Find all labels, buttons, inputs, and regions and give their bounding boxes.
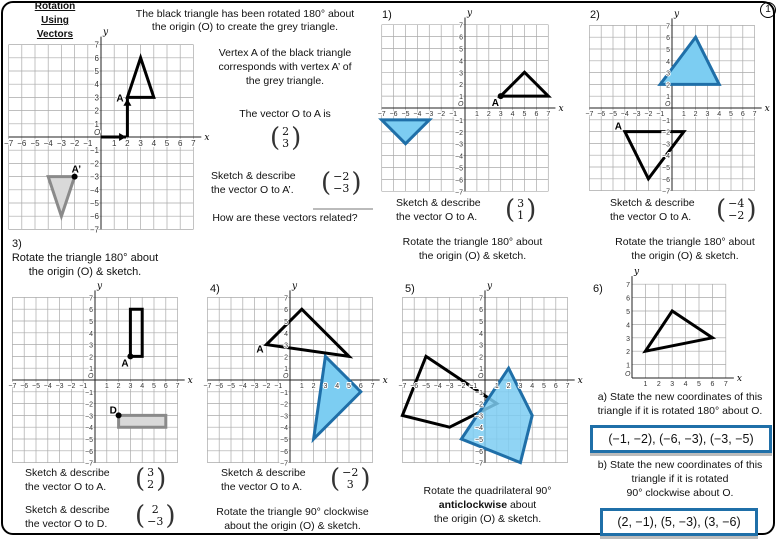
x-tick-label: −2 (457, 383, 466, 390)
q3-sketch3: Sketch & describe (25, 504, 110, 516)
q2-vector: ( −4 −2 ) (716, 195, 757, 225)
y-tick-label: 5 (89, 319, 93, 326)
x-tick-label: 1 (681, 111, 686, 118)
y-axis-label: y (103, 27, 109, 38)
x-tick-label: 2 (506, 383, 511, 390)
intro-line2: the origin (O) to create the grey triangle. (151, 21, 339, 33)
x-tick-label: 1 (104, 383, 109, 390)
x-tick-label: −1 (83, 139, 93, 148)
y-tick-label: −4 (85, 425, 93, 433)
y-tick-label: 1 (94, 119, 99, 129)
x-tick-label: 5 (542, 383, 546, 390)
q3-task2: the origin (O) & sketch. (28, 266, 142, 278)
x-axis-label: x (736, 374, 742, 384)
y-tick-label: 4 (94, 80, 99, 90)
y-tick-label: −2 (85, 401, 93, 409)
y-tick-label: −6 (475, 448, 483, 456)
y-tick-label: −7 (455, 189, 463, 197)
x-tick-label: 7 (546, 111, 551, 118)
q3-sketch1: Sketch & describe (25, 467, 110, 479)
x-tick-label: 1 (643, 381, 648, 388)
q6-answer-a[interactable]: (−1, −2), (−6, −3), (−3, −5) (590, 425, 772, 453)
q3-grid (12, 290, 184, 462)
sketch-line1: Sketch & describe (211, 170, 296, 182)
y-tick-label: 3 (666, 70, 670, 78)
y-tick-label: 2 (459, 82, 463, 90)
x-tick-label: −7 (585, 111, 594, 118)
y-tick-label: −7 (85, 460, 93, 468)
y-tick-label: 7 (626, 282, 630, 290)
page-number-badge: 1 (760, 2, 776, 18)
label-a-prime: A’ (71, 164, 82, 176)
y-tick-label: −7 (280, 460, 288, 468)
x-tick-label: −4 (43, 139, 53, 148)
x-tick-label: −4 (43, 383, 52, 390)
q4-label-a: A (256, 344, 264, 356)
y-tick-label: 7 (94, 40, 99, 50)
x-tick-label: 2 (116, 383, 121, 390)
q1-grid (382, 18, 556, 192)
q6-a2: triangle if it is rotated 180° about O. (597, 405, 763, 417)
q3-sketch2: the vector O to A. (25, 481, 107, 493)
x-tick-label: 2 (311, 383, 316, 390)
y-tick-label: 1 (666, 94, 670, 102)
y-axis-label: y (467, 8, 473, 19)
intro-line1: The black triangle has been rotated 180° about (135, 8, 355, 20)
origin-label: O (88, 373, 94, 380)
x-tick-label: −5 (32, 383, 40, 390)
y-axis-label: y (97, 281, 103, 292)
y-tick-label: −1 (89, 146, 99, 156)
x-axis-label: x (764, 104, 770, 114)
x-tick-label: 6 (740, 111, 745, 118)
q4-task2: about the origin (O) & sketch. (224, 520, 361, 532)
y-tick-label: −2 (455, 129, 463, 137)
x-tick-label: −3 (250, 383, 259, 390)
q5-task1: Rotate the quadrilateral 90° (423, 485, 552, 497)
x-tick-label: 1 (494, 383, 499, 390)
x-tick-label: −7 (4, 139, 14, 148)
y-tick-label: −6 (85, 448, 93, 456)
y-tick-label: 3 (626, 335, 630, 343)
x-tick-label: −2 (437, 111, 446, 118)
y-tick-label: 6 (284, 307, 288, 315)
q3-number: 3) (12, 238, 22, 250)
y-tick-label: −1 (662, 117, 670, 125)
y-tick-label: 4 (89, 330, 93, 338)
x-tick-label: −7 (377, 111, 386, 118)
q3-grey-rectangle (119, 415, 166, 427)
x-tick-label: −4 (238, 383, 247, 390)
y-tick-label: 4 (626, 322, 630, 330)
x-tick-label: 2 (486, 111, 491, 118)
vector-text: The vector O to A is (239, 108, 331, 120)
x-tick-label: 6 (177, 139, 183, 148)
y-tick-label: 6 (89, 307, 93, 315)
origin-label: O (478, 373, 484, 380)
vector-oa: ( 2 3 ) (270, 123, 302, 153)
y-tick-label: 3 (459, 70, 463, 78)
x-tick-label: 4 (717, 111, 722, 118)
x-tick-label: −6 (389, 111, 398, 118)
q1-vector: ( 3 1 ) (505, 195, 537, 225)
q6-b2: triangle if it is rotated (631, 473, 729, 485)
q1-sketch2: the vector O to A. (396, 211, 478, 223)
q5-task2-line: anticlockwise about (438, 499, 537, 511)
intro-question: How are these vectors related? (212, 212, 358, 224)
q5-task4: the origin (O) & sketch. (433, 513, 542, 525)
q1-number: 1) (382, 9, 392, 21)
answer-underline (313, 208, 373, 210)
q1-task1: Rotate the triangle 180° about (402, 236, 543, 248)
y-tick-label: −3 (475, 413, 483, 421)
origin-label: O (458, 101, 464, 108)
x-tick-label: 1 (299, 383, 304, 390)
y-tick-label: −6 (662, 176, 670, 184)
x-tick-label: 6 (710, 381, 715, 388)
y-tick-label: −4 (662, 153, 670, 161)
y-tick-label: −2 (280, 401, 288, 409)
y-tick-label: −3 (89, 172, 99, 182)
y-tick-label: 4 (666, 58, 670, 66)
x-tick-label: 4 (140, 383, 145, 390)
q1-sketch1: Sketch & describe (396, 197, 481, 209)
x-tick-label: 3 (128, 383, 133, 390)
y-tick-label: −5 (662, 165, 670, 172)
x-tick-label: −7 (398, 383, 407, 390)
q2-sketch2: the vector O to A. (610, 211, 692, 223)
x-tick-label: −5 (401, 111, 410, 118)
x-tick-label: 4 (335, 383, 340, 390)
vertex-line1: Vertex A of the black triangle (218, 47, 352, 59)
y-tick-label: 6 (459, 34, 463, 42)
y-tick-label: −2 (662, 129, 670, 137)
y-tick-label: −3 (455, 141, 463, 149)
y-tick-label: −5 (85, 437, 93, 444)
y-tick-label: 1 (626, 362, 630, 370)
x-tick-label: 1 (474, 111, 479, 118)
y-tick-label: 2 (666, 82, 670, 90)
x-tick-label: −6 (17, 139, 27, 148)
y-tick-label: −6 (89, 212, 99, 222)
y-tick-label: 2 (94, 106, 99, 116)
vertex-line3: the grey triangle. (245, 75, 325, 87)
x-tick-label: 3 (498, 111, 503, 118)
y-tick-label: 7 (479, 295, 483, 303)
q4-number: 4) (210, 283, 220, 295)
x-axis-label: x (187, 376, 193, 386)
y-tick-label: 5 (626, 309, 630, 316)
x-tick-label: 4 (530, 383, 535, 390)
y-tick-label: −3 (85, 413, 93, 421)
y-tick-label: 6 (626, 295, 630, 303)
y-tick-label: −4 (280, 425, 288, 433)
y-tick-label: −3 (662, 141, 670, 149)
x-tick-label: −7 (8, 383, 17, 390)
x-tick-label: 1 (111, 139, 117, 148)
x-axis-label: x (204, 133, 210, 143)
x-tick-label: 6 (534, 111, 539, 118)
y-tick-label: 7 (666, 23, 670, 31)
y-tick-label: −1 (455, 117, 463, 125)
q4-sketch1: Sketch & describe (221, 467, 306, 479)
x-tick-label: −3 (425, 111, 434, 118)
x-tick-label: 5 (164, 139, 170, 148)
x-tick-label: 6 (163, 383, 168, 390)
q2-sketch1: Sketch & describe (610, 197, 695, 209)
x-tick-label: 7 (752, 111, 757, 118)
x-tick-label: −4 (433, 383, 442, 390)
x-tick-label: 3 (323, 383, 328, 390)
x-tick-label: −1 (449, 111, 458, 118)
x-tick-label: −1 (469, 383, 478, 390)
grey-triangle (48, 177, 74, 217)
x-tick-label: −5 (227, 383, 235, 390)
x-tick-label: −3 (56, 139, 66, 148)
origin-label: O (625, 371, 631, 378)
x-tick-label: −2 (644, 111, 653, 118)
y-tick-label: −7 (89, 225, 99, 235)
y-tick-label: 3 (479, 342, 483, 350)
x-tick-label: −2 (262, 383, 271, 390)
y-tick-label: −1 (85, 389, 93, 397)
y-tick-label: 3 (89, 342, 93, 350)
y-tick-label: 2 (626, 349, 630, 357)
y-tick-label: 4 (479, 330, 483, 338)
x-tick-label: 2 (693, 111, 698, 118)
page-title: Rotation Using Vectors (34, 1, 76, 40)
y-tick-label: 1 (89, 366, 93, 374)
q1-task2: the origin (O) & sketch. (418, 250, 527, 262)
q3-vector-a: ( 3 2 ) (135, 464, 167, 494)
y-tick-label: −4 (89, 185, 99, 195)
y-tick-label: 6 (479, 307, 483, 315)
q6-answer-b[interactable]: (2, −1), (5, −3), (3, −6) (600, 508, 758, 536)
intro-grid (9, 37, 202, 230)
y-tick-label: 6 (666, 35, 670, 43)
y-tick-label: 7 (89, 295, 93, 303)
x-tick-label: 5 (697, 381, 701, 388)
x-tick-label: 6 (553, 383, 558, 390)
q3-vector-d: ( 2 −3 ) (135, 501, 176, 531)
y-tick-label: 2 (89, 354, 93, 362)
x-tick-label: −4 (620, 111, 629, 118)
x-tick-label: −4 (413, 111, 422, 118)
y-tick-label: −4 (455, 153, 463, 161)
q2-task2: the origin (O) & sketch. (631, 250, 739, 262)
x-tick-label: −1 (656, 111, 665, 118)
q5-number: 5) (405, 283, 415, 295)
y-axis-label: y (674, 9, 680, 20)
q6-b1: b) State the new coordinates of this (597, 459, 763, 471)
x-tick-label: −2 (70, 139, 80, 148)
y-tick-label: −5 (280, 437, 288, 444)
y-tick-label: −1 (475, 389, 483, 397)
x-tick-label: −5 (609, 111, 617, 118)
x-tick-label: −7 (203, 383, 212, 390)
y-tick-label: 3 (284, 342, 288, 350)
y-axis-label: y (487, 281, 493, 292)
x-tick-label: 4 (151, 139, 157, 148)
y-tick-label: −7 (475, 460, 483, 468)
x-tick-label: 4 (510, 111, 515, 118)
x-tick-label: 3 (670, 381, 675, 388)
y-tick-label: 5 (459, 46, 463, 54)
q2-task1: Rotate the triangle 180° about (615, 236, 755, 248)
y-tick-label: −5 (455, 165, 463, 173)
q6-labels (625, 267, 742, 388)
y-tick-label: −5 (475, 437, 483, 444)
y-tick-label: 5 (479, 319, 483, 326)
x-axis-label: x (577, 376, 583, 386)
x-tick-label: 5 (522, 111, 527, 118)
y-tick-label: −4 (475, 425, 483, 433)
y-tick-label: 7 (284, 295, 288, 303)
y-axis-label: y (292, 281, 298, 292)
x-tick-label: −5 (30, 139, 40, 148)
x-tick-label: −1 (274, 383, 283, 390)
x-tick-label: −6 (410, 383, 419, 390)
vertex-line2: corresponds with vertex A’ of (218, 61, 352, 73)
y-tick-label: 5 (666, 47, 670, 54)
x-axis-label: x (382, 376, 388, 386)
label-a: A (116, 93, 124, 105)
x-tick-label: 7 (370, 383, 375, 390)
x-tick-label: 4 (683, 381, 688, 388)
x-tick-label: −6 (215, 383, 224, 390)
x-tick-label: −6 (597, 111, 606, 118)
y-tick-label: 2 (479, 354, 483, 362)
y-tick-label: 5 (284, 319, 288, 326)
x-tick-label: −3 (445, 383, 454, 390)
q2-label-a: A (614, 121, 623, 133)
origin-label: O (283, 373, 289, 380)
x-tick-label: −3 (632, 111, 641, 118)
q4-task1: Rotate the triangle 90° clockwise (216, 506, 369, 518)
vector-oa-prime: ( −2 −3 ) (321, 168, 362, 198)
x-tick-label: 5 (729, 111, 733, 118)
y-tick-label: 3 (94, 93, 99, 103)
origin-label: O (665, 101, 671, 108)
y-tick-label: 5 (94, 67, 99, 76)
y-tick-label: 2 (284, 354, 288, 362)
x-tick-label: −3 (55, 383, 64, 390)
q2-number: 2) (590, 9, 600, 21)
q3-sketch4: the vector O to D. (25, 518, 108, 530)
q6-number: 6) (593, 283, 603, 295)
vector-arrow-y-head (123, 99, 131, 106)
y-tick-label: −5 (89, 199, 99, 208)
x-axis-label: x (558, 104, 564, 114)
y-axis-label: y (634, 267, 640, 278)
q1-label-a: A (491, 98, 499, 110)
x-tick-label: 3 (705, 111, 710, 118)
q6-a1: a) State the new coordinates of this (597, 391, 763, 403)
y-tick-label: −2 (475, 401, 483, 409)
y-tick-label: −3 (280, 413, 288, 421)
x-tick-label: −2 (67, 383, 76, 390)
y-tick-label: −1 (280, 389, 288, 397)
y-tick-label: 4 (459, 58, 463, 66)
y-tick-label: −6 (455, 177, 463, 185)
x-tick-label: 5 (347, 383, 351, 390)
y-tick-label: 7 (459, 22, 463, 30)
q2-grid (589, 18, 761, 190)
y-tick-label: 4 (284, 330, 288, 338)
x-tick-label: 7 (723, 381, 728, 388)
q3-task1: Rotate the triangle 180° about (11, 252, 159, 264)
x-tick-label: 3 (138, 139, 143, 148)
q3-label-d: D (109, 405, 117, 417)
y-tick-label: 1 (284, 366, 288, 374)
x-tick-label: −1 (79, 383, 88, 390)
y-tick-label: 1 (459, 94, 463, 102)
x-tick-label: 2 (125, 139, 130, 148)
y-tick-label: −2 (89, 159, 99, 169)
x-tick-label: 2 (656, 381, 661, 388)
x-tick-label: 5 (152, 383, 156, 390)
q3-label-a: A (121, 358, 129, 370)
y-tick-label: 1 (479, 366, 483, 374)
y-tick-label: −6 (280, 448, 288, 456)
x-tick-label: −6 (20, 383, 29, 390)
q6-black-triangle (645, 311, 712, 351)
x-tick-label: 6 (358, 383, 363, 390)
x-tick-label: 7 (175, 383, 180, 390)
q4-sketch2: the vector O to A. (221, 481, 303, 493)
x-tick-label: 3 (518, 383, 523, 390)
x-tick-label: −5 (422, 383, 430, 390)
origin-label: O (94, 128, 101, 137)
q6-grid (632, 276, 734, 378)
x-tick-label: 7 (565, 383, 570, 390)
y-tick-label: −7 (662, 188, 670, 196)
x-tick-label: 7 (191, 139, 196, 148)
q6-b3: 90° clockwise about O. (626, 487, 734, 499)
sketch-line2: the vector O to A’. (211, 184, 294, 196)
q4-vector: ( −2 3 ) (330, 464, 371, 494)
y-tick-label: 6 (94, 53, 99, 63)
